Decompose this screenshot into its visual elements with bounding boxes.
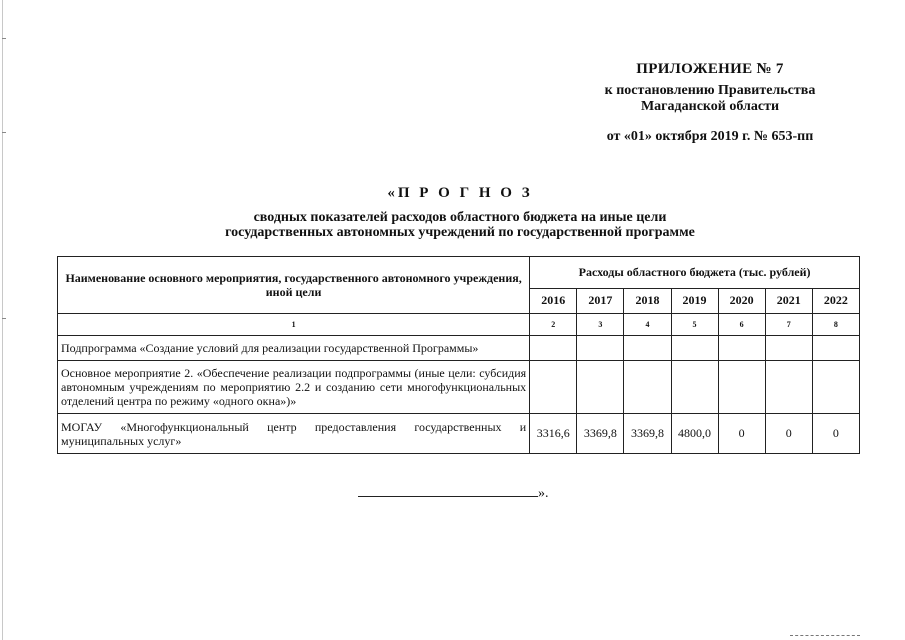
column-number: 8: [812, 314, 859, 336]
year-header: 2018: [624, 288, 671, 313]
column-number: 1: [58, 314, 530, 336]
row-value: [671, 361, 718, 414]
closing-line: [358, 486, 549, 502]
prognoz-heading: «П Р О Г Н О З: [387, 185, 533, 201]
scan-edge-tick: [2, 132, 6, 133]
row-value: [718, 361, 765, 414]
year-header: 2020: [718, 288, 765, 313]
document-title: [150, 186, 770, 240]
row-value: 3369,8: [577, 414, 624, 454]
appendix-title: ПРИЛОЖЕНИЕ № 7: [636, 61, 784, 77]
signature-underline: [358, 486, 538, 497]
row-value: [765, 361, 812, 414]
column-number-row: [58, 314, 860, 336]
row-value: [624, 336, 671, 361]
appendix-line-1: к постановлению Правительства: [604, 83, 816, 98]
row-value: [718, 336, 765, 361]
row-value: [624, 361, 671, 414]
row-value: 4800,0: [671, 414, 718, 454]
title-line-1: сводных показателей расходов областного бюджета на иные цели: [253, 210, 667, 225]
row-value: [812, 361, 859, 414]
table-row: [58, 336, 860, 361]
column-number: 2: [530, 314, 577, 336]
budget-table: [57, 256, 860, 454]
row-value: [812, 336, 859, 361]
row-value: [671, 336, 718, 361]
row-name: Подпрограмма «Создание условий для реализации государственной Программы»: [58, 336, 530, 361]
appendix-date: от «01» октября 2019 г. № 653-пп: [606, 129, 814, 144]
scan-artifact: [790, 635, 860, 637]
row-value: 0: [718, 414, 765, 454]
table-row: [58, 361, 860, 414]
row-value: 3316,6: [530, 414, 577, 454]
appendix-header: [560, 61, 860, 145]
year-header: 2017: [577, 288, 624, 313]
row-value: 0: [765, 414, 812, 454]
scan-edge-tick: [2, 38, 6, 39]
column-number: 3: [577, 314, 624, 336]
row-value: [765, 336, 812, 361]
expenses-group-header: Расходы областного бюджета (тыс. рублей): [530, 257, 860, 289]
title-line-2: государственных автономных учреждений по государственной программе: [225, 225, 695, 240]
row-value: [530, 361, 577, 414]
year-header: 2019: [671, 288, 718, 313]
scan-edge-tick: [2, 318, 6, 319]
table-row: [58, 414, 860, 454]
row-value: 3369,8: [624, 414, 671, 454]
name-column-header: Наименование основного мероприятия, государственного автономного учреждения, иной цели: [58, 257, 530, 314]
scan-edge-line: [2, 0, 3, 640]
row-name: Основное мероприятие 2. «Обеспечение реализации подпрограммы (иные цели: субсидия автономным учреждениям по мероприятию 2.2 и созданию сети многофункциональных отделений центра по режиму «одного окна»)»: [58, 361, 530, 414]
year-header: 2022: [812, 288, 859, 313]
row-value: 0: [812, 414, 859, 454]
row-value: [530, 336, 577, 361]
header-row: [58, 257, 860, 289]
year-header: 2021: [765, 288, 812, 313]
row-name: МОГАУ «Многофункциональный центр предоставления государственных и муниципальных услуг»: [58, 414, 530, 454]
appendix-line-2: Магаданской области: [640, 99, 780, 114]
column-number: 7: [765, 314, 812, 336]
year-header: 2016: [530, 288, 577, 313]
column-number: 4: [624, 314, 671, 336]
closing-quote: ».: [538, 486, 549, 501]
column-number: 6: [718, 314, 765, 336]
row-value: [577, 361, 624, 414]
row-value: [577, 336, 624, 361]
column-number: 5: [671, 314, 718, 336]
